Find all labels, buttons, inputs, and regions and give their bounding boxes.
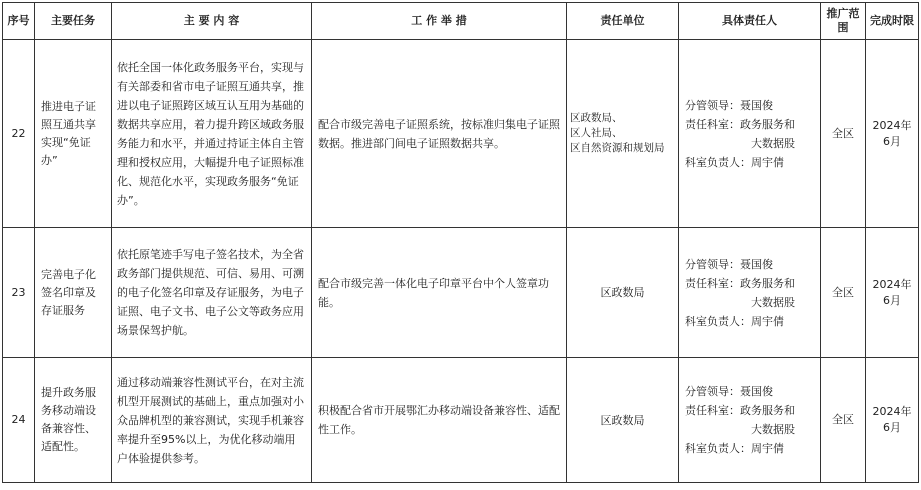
office-line: 责任科室：政务服务和	[685, 276, 795, 290]
header-person: 具体责任人	[679, 3, 821, 40]
table-row	[3, 228, 919, 358]
task-table	[2, 2, 919, 483]
row-task: 推进电子证照互通共享实现“免证办”	[35, 40, 112, 228]
row-person	[679, 228, 821, 358]
header-measures: 工 作 举 措	[312, 3, 567, 40]
row-unit	[567, 358, 679, 483]
header-task: 主要任务	[35, 3, 112, 40]
header-unit: 责任单位	[567, 3, 679, 40]
row-task: 提升政务服务移动端设备兼容性、适配性。	[35, 358, 112, 483]
row-task: 完善电子化签名印章及存证服务	[35, 228, 112, 358]
row-scope: 全区	[821, 358, 866, 483]
header-time: 完成时限	[866, 3, 919, 40]
row-unit	[567, 228, 679, 358]
table-row	[3, 358, 919, 483]
unit-line: 区自然资源和规划局	[570, 142, 665, 154]
row-measures: 积极配合省市开展鄂汇办移动端设备兼容性、适配性工作。	[312, 358, 567, 483]
leader-line: 分管领导：聂国俊	[685, 257, 773, 271]
unit-line: 区政数局	[600, 413, 645, 427]
leader-line: 分管领导：聂国俊	[685, 385, 773, 398]
row-time: 2024年6月	[866, 228, 919, 358]
table-row	[3, 40, 919, 228]
header-content: 主 要 内 容	[112, 3, 312, 40]
row-seq: 22	[3, 40, 35, 228]
row-time: 2024年6月	[866, 40, 919, 228]
head-line: 科室负责人：周宇倩	[685, 314, 784, 328]
head-line: 科室负责人：周宇倩	[685, 155, 784, 169]
header-seq: 序号	[3, 3, 35, 40]
row-person	[679, 358, 821, 483]
row-seq: 24	[3, 358, 35, 483]
header-scope: 推广范围	[821, 3, 866, 40]
row-person	[679, 40, 821, 228]
leader-line: 分管领导：聂国俊	[685, 98, 773, 112]
row-content: 通过移动端兼容性测试平台，在对主流机型开展测试的基础上，重点加强对小众品牌机型的兼容测试，实现手机兼容率提升至95%以上，为优化移动端用户体验提供参考。	[112, 358, 312, 483]
unit-line: 区人社局、	[570, 127, 623, 139]
row-measures: 配合市级完善电子证照系统，按标准归集电子证照数据。推进部门间电子证照数据共享。	[312, 40, 567, 228]
row-content: 依托原笔迹手写电子签名技术，为全省政务部门提供规范、可信、易用、可溯的电子化签名印章及存证服务，为电子证照、电子文书、电子公文等政务应用场景保驾护航。	[112, 228, 312, 358]
office-line: 责任科室：政务服务和	[685, 404, 795, 417]
row-unit	[567, 40, 679, 228]
head-line: 科室负责人：周宇倩	[685, 442, 784, 455]
office-line-cont: 大数据股	[751, 295, 795, 309]
office-line: 责任科室：政务服务和	[685, 117, 795, 131]
row-measures: 配合市级完善一体化电子印章平台中个人签章功能。	[312, 228, 567, 358]
office-line-cont: 大数据股	[751, 136, 795, 150]
row-scope: 全区	[821, 40, 866, 228]
unit-line: 区政数局	[600, 286, 645, 299]
office-line-cont: 大数据股	[751, 423, 795, 436]
row-content: 依托全国一体化政务服务平台，实现与有关部委和省市电子证照互通共享，推进以电子证照跨区域互认互用为基础的数据共享应用，着力提升跨区域政务服务能力和水平，并通过持证主体自主管理和授权应用，大幅提升电子证照标准化、规范化水平，实现政务服务“免证办”。	[112, 40, 312, 228]
row-scope: 全区	[821, 228, 866, 358]
header-row	[3, 3, 919, 40]
unit-line: 区政数局、	[570, 112, 623, 124]
row-seq: 23	[3, 228, 35, 358]
row-time: 2024年6月	[866, 358, 919, 483]
